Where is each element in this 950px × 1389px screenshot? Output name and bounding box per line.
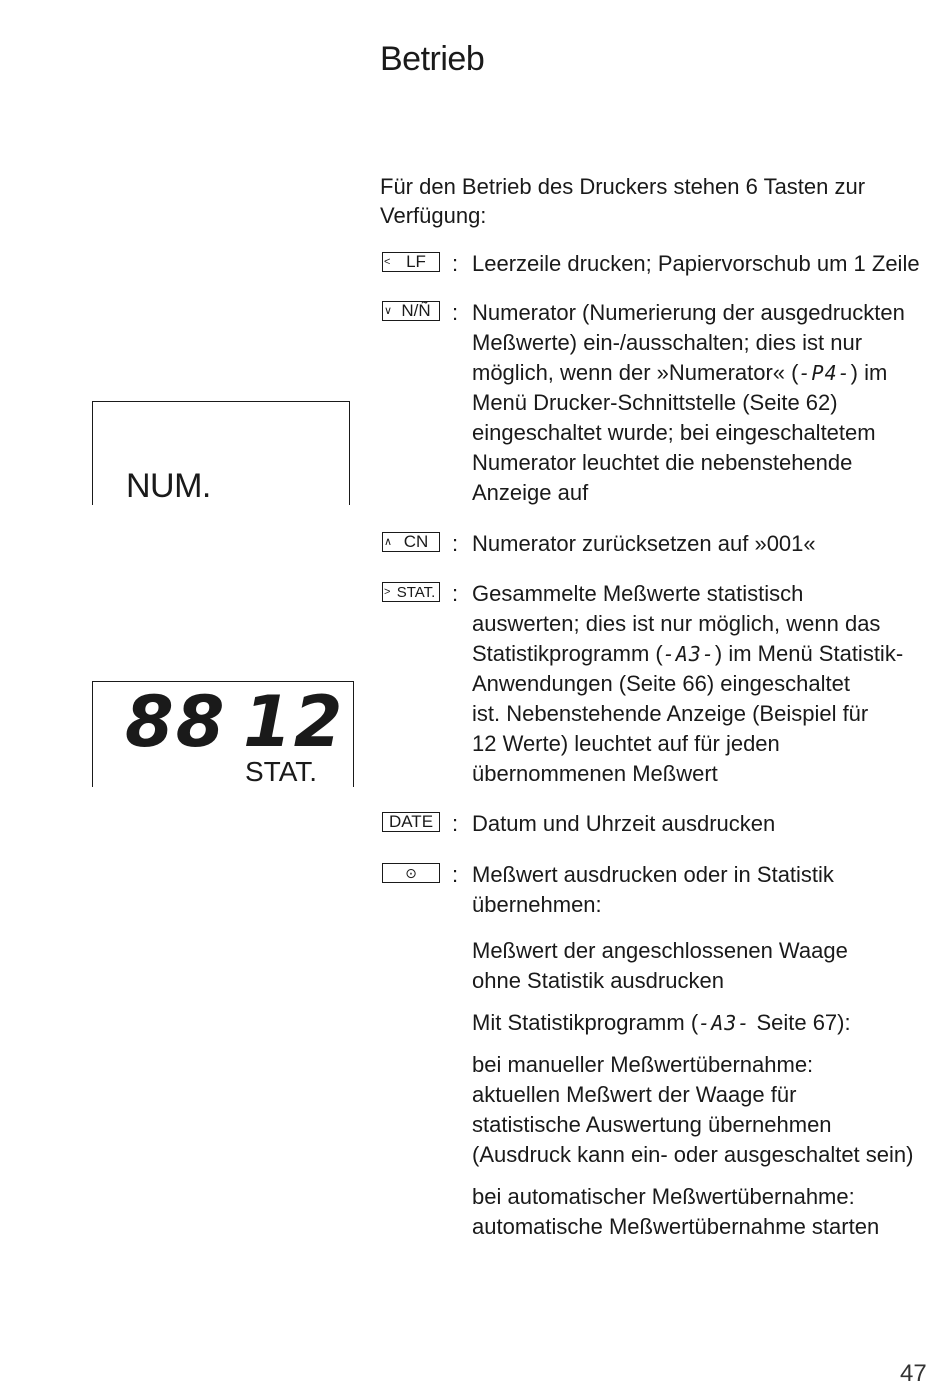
lcd-code: -A3-	[662, 642, 715, 666]
corner-arrow-icon: ∧	[384, 536, 393, 548]
segment-digits-left: 88	[125, 681, 227, 763]
stat-key-icon: > STAT.	[382, 582, 440, 602]
key-entry-lf: < LF : Leerzeile drucken; Papiervorschub um 1 Zeile	[380, 249, 940, 279]
print-key-icon: ⊙	[382, 863, 440, 883]
corner-arrow-icon: <	[384, 256, 391, 268]
stat-display	[92, 681, 354, 787]
num-indicator: NUM.	[126, 467, 211, 505]
intro-paragraph: Für den Betrieb des Druckers stehen 6 Tasten zur Verfügung:	[380, 174, 866, 228]
key-entry-stat: > STAT. : Gesammelte Meßwerte statistisch auswerten; dies ist nur möglich, wenn das Statistikprogramm (-A3-) im Menü Statistik- Anwendungen (Seite 66) eingeschaltet ist. Nebenstehende Anzeige (Beispiel für 12 Werte) leuchtet auf für jeden übernommenen Meßwert	[384, 581, 904, 786]
key-entry-date: DATE : Datum und Uhrzeit ausdrucken	[380, 809, 940, 839]
page-title: Betrieb	[380, 40, 485, 78]
stat-indicator: STAT.	[245, 756, 318, 787]
entry-text: Leerzeile drucken; Papiervorschub um 1 Zeile	[472, 251, 920, 276]
cn-key-icon: ∧ CN	[382, 532, 440, 552]
key-entry-cn: ∧ CN : Numerator zurücksetzen auf »001«	[384, 531, 816, 556]
numerator-key-icon: ∨ N/Ñ	[382, 301, 440, 321]
key-entry-numerator: ∨ N/Ñ : Numerator (Numerierung der ausgedruckten Meßwerte) ein-/ausschalten; dies ist nur möglich, wenn der »Numerator« (-P4-) im Menü Drucker-Schnittstelle (Seite 62) eingeschaltet wurde; bei eingeschaltetem Numerator leuchtet die nebenstehende Anzeige auf	[384, 300, 905, 505]
key-entry-print: ⊙ : Meßwert ausdrucken oder in Statistik übernehmen: Meßwert der angeschlossenen Waage ohne Statistik ausdrucken Mit Statistikprogramm (-A3- Seite 67): bei manueller Meßwertübernahme: aktuellen Meßwert der Waage für statistische Auswertung übernehmen (Ausdruck kann ein- oder ausgeschaltet sein) bei automatischer Meßwertübernahme: automatische Meßwertübernahme starten	[380, 860, 940, 1242]
corner-arrow-icon: >	[384, 586, 391, 598]
lf-key-icon: < LF	[382, 252, 440, 272]
page-number: 47	[900, 1360, 927, 1387]
date-key-icon: DATE	[382, 812, 440, 832]
corner-arrow-icon: ∨	[384, 305, 393, 317]
num-display	[92, 401, 350, 505]
lcd-code: -P4-	[798, 361, 851, 385]
lcd-code: -A3-	[698, 1011, 751, 1035]
segment-digits-right: 12	[243, 681, 345, 763]
